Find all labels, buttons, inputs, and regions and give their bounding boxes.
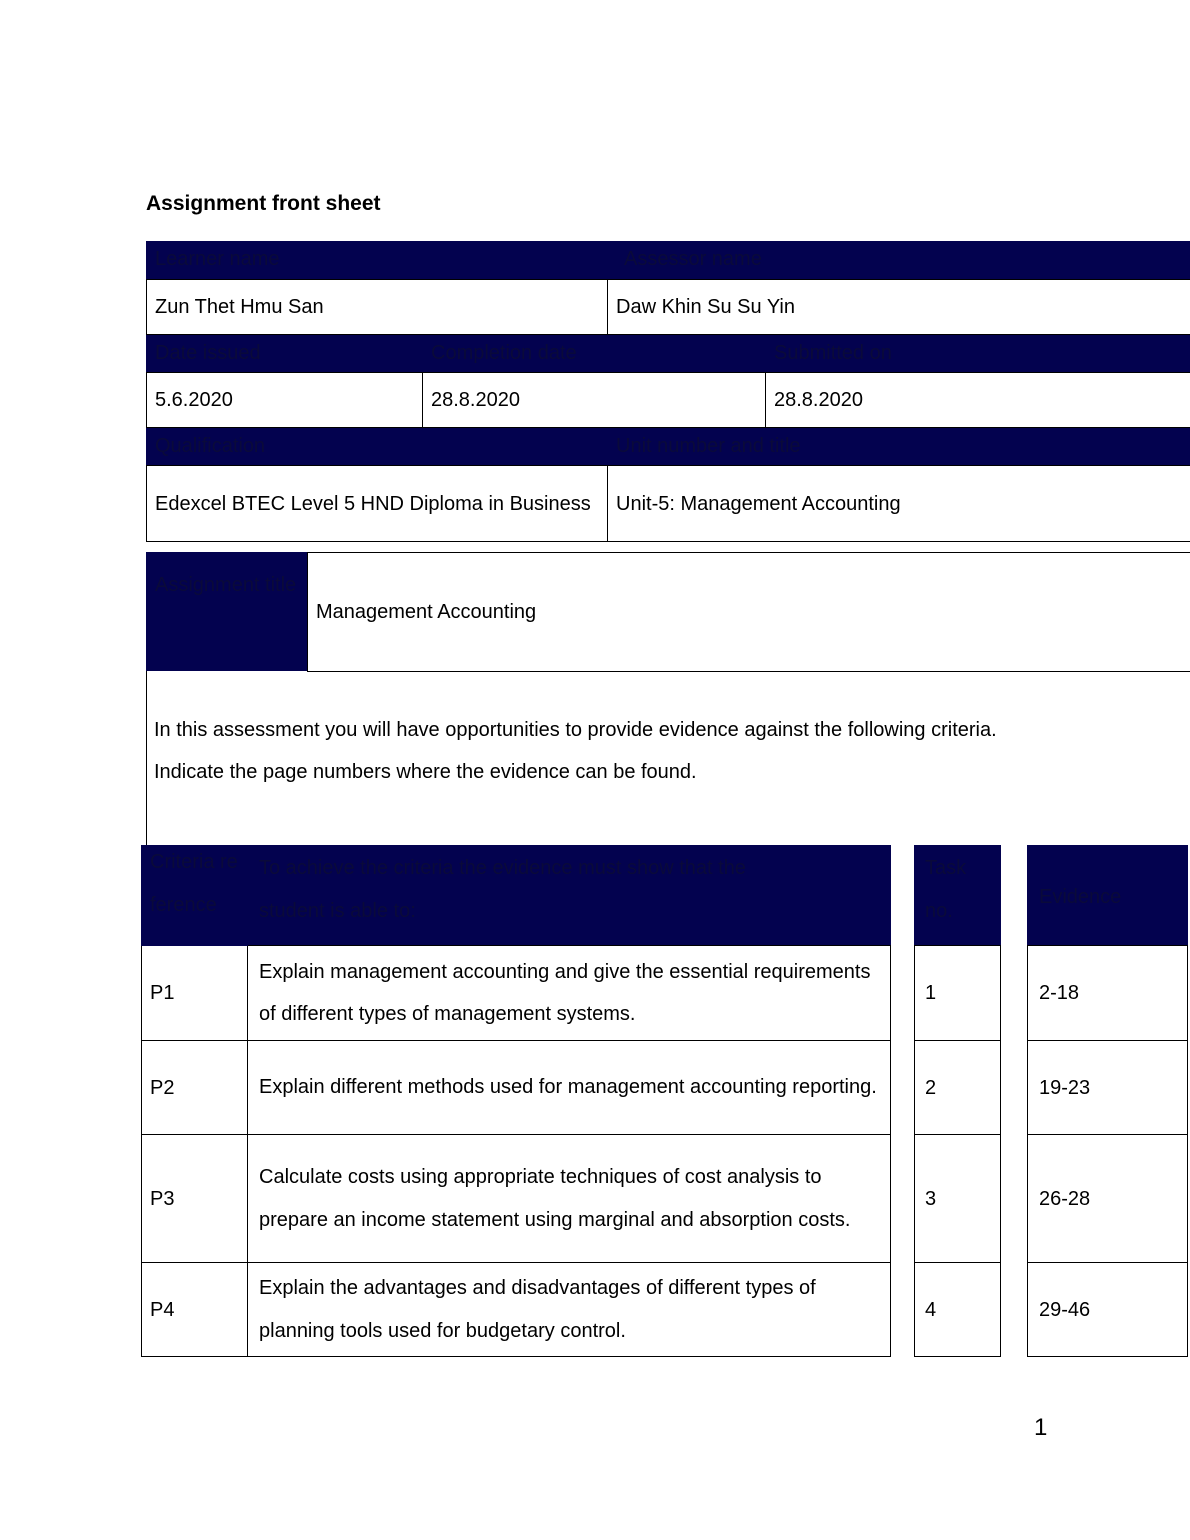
assessor-name-label: Assessor name [607,241,1190,280]
date-issued-value: 5.6.2020 [146,372,423,428]
completion-date-value: 28.8.2020 [422,372,766,428]
evidence-header: Evidence [1027,845,1188,946]
task-no-p2: 2 [914,1040,1001,1135]
completion-date-label: Completion date [422,335,766,373]
task-no-p1: 1 [914,945,1001,1041]
unit-value: Unit-5: Management Accounting [607,465,1190,542]
unit-label: Unit number and title [607,428,1190,466]
criteria-desc-p4: Explain the advantages and disadvantages of different types of planning tools used for budgetary control. [247,1262,891,1357]
criteria-desc-p3: Calculate costs using appropriate techniques of cost analysis to prepare an income statement using marginal and absorption costs. [247,1134,891,1263]
date-issued-label: Date issued [146,335,423,373]
task-no-p3: 3 [914,1134,1001,1263]
criteria-reference-header [141,845,248,946]
criteria-description-header: To achieve the criteria the evidence must show that the student is able to: [247,845,891,946]
learner-name-value: Zun Thet Hmu San [146,279,608,335]
criteria-ref-p4: P4 [141,1262,248,1357]
instructions-line-1: In this assessment you will have opportunities to provide evidence against the following criteria. [154,719,997,741]
evidence-p3: 26-28 [1027,1134,1188,1263]
evidence-p2: 19-23 [1027,1040,1188,1135]
assignment-title-label: Assignment title [146,552,308,671]
submitted-on-label: Submitted on [765,335,1190,373]
assignment-instructions [154,709,997,793]
assignment-title-value: Management Accounting [307,552,1190,672]
task-no-header: Task no. [914,845,1001,946]
instructions-line-2: Indicate the page numbers where the evidence can be found. [154,761,697,783]
criteria-desc-p2: Explain different methods used for management accounting reporting. [247,1040,891,1135]
submitted-on-value: 28.8.2020 [765,372,1190,428]
criteria-ref-p1: P1 [141,945,248,1041]
qualification-label: Qualification [146,428,608,466]
criteria-ref-p3: P3 [141,1134,248,1263]
document-title: Assignment front sheet [146,192,381,215]
task-no-p4: 4 [914,1262,1001,1357]
criteria-ref-p2: P2 [141,1040,248,1135]
evidence-p1: 2-18 [1027,945,1188,1041]
evidence-p4: 29-46 [1027,1262,1188,1357]
learner-name-label: Learner name [146,241,608,280]
criteria-desc-p1: Explain management accounting and give the essential requirements of different types of management systems. [247,945,891,1041]
page-number: 1 [1034,1414,1048,1441]
assessor-name-value: Daw Khin Su Su Yin [607,279,1190,335]
criteria-reference-header-text: Criteria reference [150,851,238,916]
qualification-value: Edexcel BTEC Level 5 HND Diploma in Business [146,465,608,542]
